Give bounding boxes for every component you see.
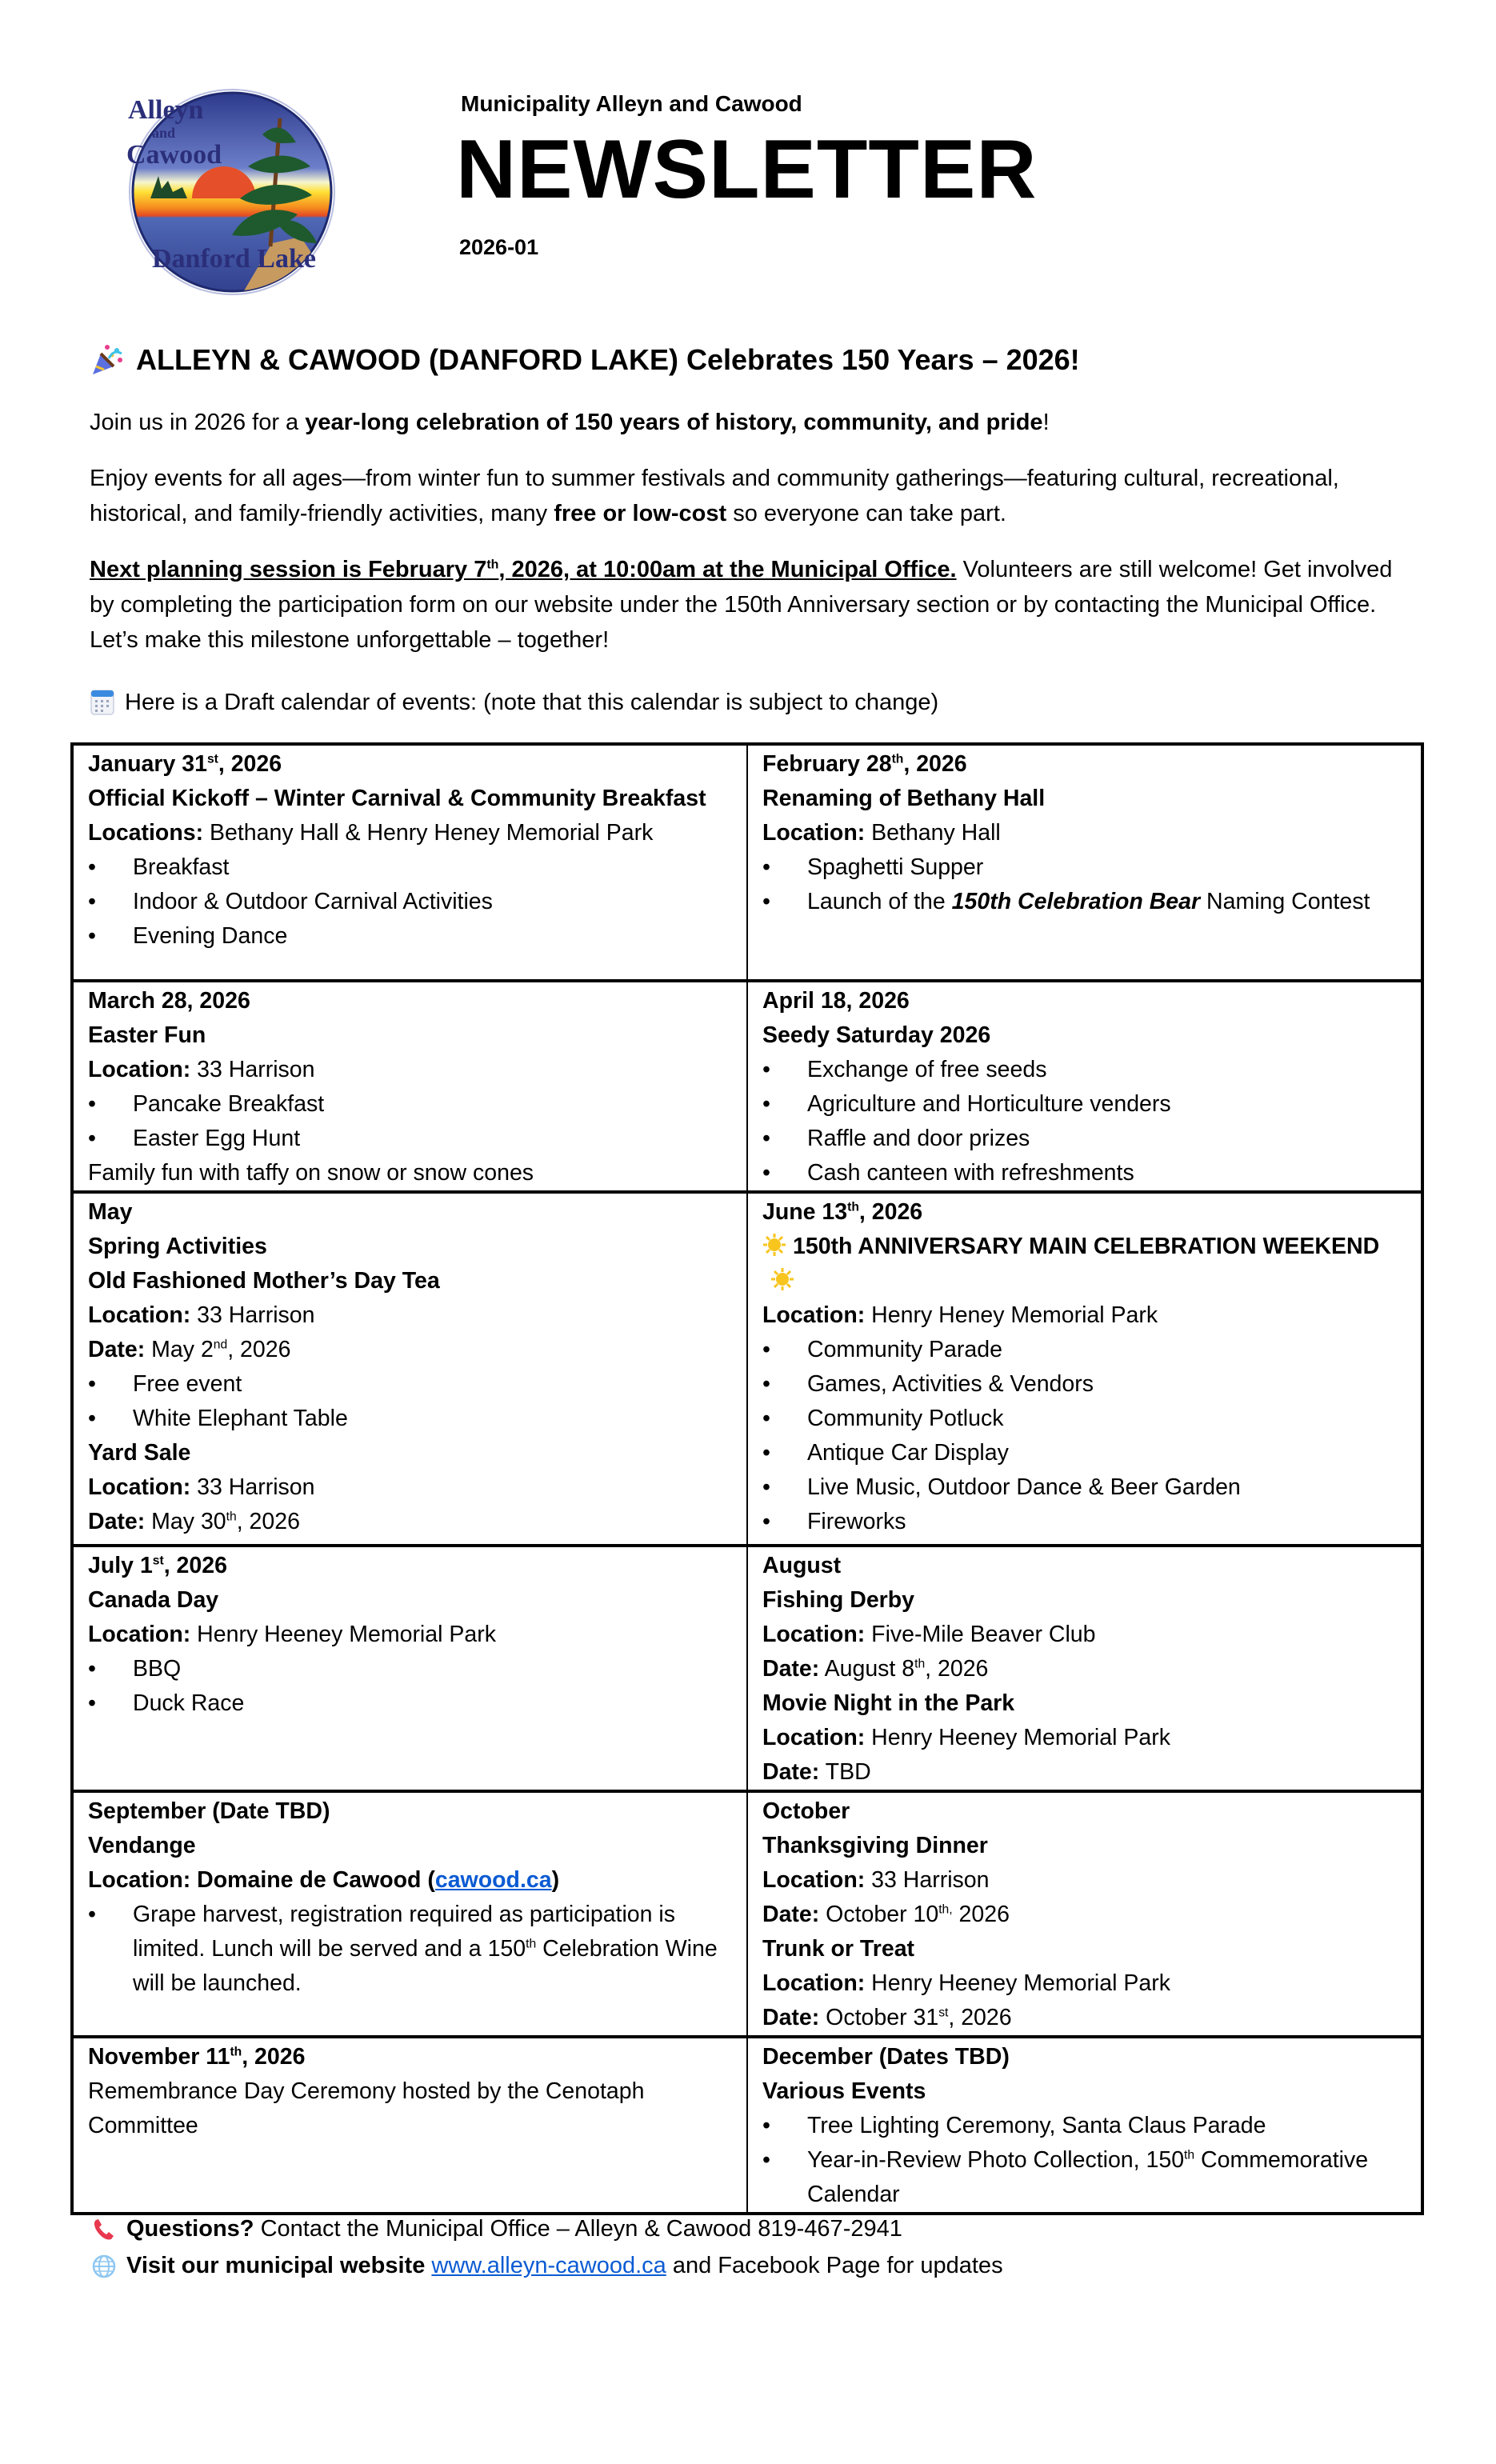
- event-date: August: [762, 1553, 842, 1578]
- ordinal-suffix: nd: [213, 1338, 228, 1352]
- municipal-logo: [120, 86, 341, 298]
- masthead-subtitle: Municipality Alleyn and Cawood: [461, 91, 802, 116]
- location-label: Location:: [88, 1057, 191, 1082]
- bullet-text: Indoor & Outdoor Carnival Activities: [133, 889, 493, 914]
- intro-text: Join us in 2026 for a: [90, 410, 306, 435]
- location-value: 33 Harrison: [190, 1057, 315, 1082]
- location-label: Location:: [88, 1474, 191, 1500]
- date-year: , 2026: [236, 1509, 300, 1534]
- intro-text: so everyone can take part.: [726, 501, 1006, 526]
- website-link[interactable]: www.alleyn-cawood.ca: [431, 2253, 666, 2278]
- location-label: Location:: [88, 1302, 191, 1328]
- list-item: [762, 885, 1410, 919]
- event-cell-june: [747, 1192, 1422, 1546]
- bullet-text: Cash canteen with refreshments: [807, 1160, 1134, 1186]
- bullet: •: [88, 1126, 96, 1151]
- ordinal-suffix: st: [206, 752, 218, 766]
- event-title: Trunk or Treat: [762, 1936, 915, 1962]
- bullet-text: Agriculture and Horticulture venders: [807, 1091, 1171, 1117]
- list-item: [762, 1367, 1410, 1402]
- event-location: [88, 1470, 735, 1505]
- ordinal-suffix: th: [486, 558, 499, 572]
- location-label: Location:: [762, 1302, 866, 1328]
- event-title: Easter Fun: [88, 1022, 206, 1048]
- date-value: May 2: [145, 1337, 214, 1362]
- bullet-text: Pancake Breakfast: [133, 1091, 325, 1117]
- bullet: •: [762, 889, 770, 914]
- date-value: October 10: [819, 1902, 939, 1927]
- event-date: [762, 1195, 1410, 1230]
- bullet: •: [88, 923, 96, 949]
- calendar-icon: [90, 689, 115, 716]
- event-date: April 18, 2026: [762, 988, 910, 1014]
- table-row: [72, 1546, 1422, 1791]
- bullet-text: Antique Car Display: [807, 1440, 1009, 1466]
- bullet-text-part: Grape harvest, registration required as participation is limited. Lunch will be served and a 150: [133, 1902, 676, 1962]
- event-title: Spring Activities: [88, 1234, 267, 1259]
- list-item: [762, 2109, 1410, 2143]
- ordinal-suffix: th: [1184, 2148, 1195, 2162]
- contact-line: [91, 2216, 902, 2242]
- location-text: Location: Domaine de Cawood (: [88, 1867, 435, 1893]
- location-label: Locations:: [88, 820, 204, 846]
- event-date: [88, 2040, 735, 2074]
- cawood-link[interactable]: cawood.ca: [434, 1867, 552, 1893]
- bullet: •: [762, 1160, 770, 1186]
- event-title: Movie Night in the Park: [762, 1690, 1015, 1716]
- bullet-text: Fireworks: [807, 1509, 906, 1534]
- event-cell-september: [72, 1791, 747, 2037]
- bullet: •: [88, 1406, 96, 1431]
- event-location: [88, 1618, 735, 1652]
- bullet: •: [762, 1126, 770, 1151]
- event-date: October: [762, 1798, 850, 1824]
- date-year: 2026: [952, 1902, 1010, 1927]
- bullet-text: Community Potluck: [807, 1406, 1004, 1431]
- date-label: Date:: [88, 1509, 146, 1534]
- bullet: •: [762, 1091, 770, 1117]
- bullet-text: Easter Egg Hunt: [133, 1126, 301, 1151]
- date-label: Date:: [762, 2005, 820, 2030]
- bullet-text-part: Commemorative Calendar: [807, 2147, 1369, 2207]
- event-location: [762, 816, 1410, 850]
- location-value: Henry Heeney Memorial Park: [865, 1970, 1170, 1996]
- ordinal-suffix: th: [526, 1937, 537, 1951]
- newsletter-title: NEWSLETTER: [456, 123, 1038, 216]
- volunteer-text: Volunteers are still welcome! Get involved by completing the participation form on our website under the 150th Anniversary section or by contacting the Municipal Office. Let’s make this milestone unforgettable – together!: [90, 557, 1393, 653]
- event-title: Fishing Derby: [762, 1587, 915, 1613]
- event-location: [88, 816, 735, 850]
- bullet-text: Spaghetti Supper: [807, 854, 984, 880]
- location-value: Henry Heeney Memorial Park: [190, 1622, 496, 1647]
- bullet: •: [762, 1057, 770, 1082]
- planning-session-notice: [90, 557, 957, 582]
- list-item: [88, 1087, 735, 1122]
- location-label: Location:: [762, 1622, 866, 1647]
- bullet: •: [88, 1690, 96, 1716]
- ordinal-suffix: th: [847, 1200, 859, 1214]
- date-label: Date:: [88, 1337, 146, 1362]
- globe-icon: [91, 2254, 117, 2279]
- list-item: [762, 1436, 1410, 1470]
- date-year: , 2026: [227, 1337, 291, 1362]
- intro-text: !: [1042, 410, 1050, 435]
- location-text: ): [551, 1867, 560, 1893]
- event-title: Canada Day: [88, 1587, 219, 1613]
- date-value: August 8: [819, 1656, 915, 1682]
- bullet-text: BBQ: [133, 1656, 182, 1682]
- date-year: , 2026: [903, 751, 967, 777]
- ordinal-suffix: th: [914, 1657, 926, 1671]
- date-year: , 2026: [163, 1553, 227, 1578]
- event-subtitle: Old Fashioned Mother’s Day Tea: [88, 1268, 440, 1294]
- calendar-intro-text: Here is a Draft calendar of events: (note that this calendar is subject to change): [125, 690, 939, 715]
- event-title: Official Kickoff – Winter Carnival & Community Breakfast: [88, 786, 706, 811]
- location-value: Bethany Hall: [865, 820, 1001, 846]
- list-item: [762, 1470, 1410, 1505]
- headline-text: ALLEYN & CAWOOD (DANFORD LAKE) Celebrates 150 Years – 2026!: [136, 343, 1080, 376]
- event-date: March 28, 2026: [88, 988, 250, 1014]
- date-year: , 2026: [242, 2044, 306, 2070]
- event-description: Remembrance Day Ceremony hosted by the Cenotaph Committee: [88, 2078, 645, 2138]
- bullet-text-part: Launch of the: [807, 889, 952, 914]
- ordinal-suffix: th,: [938, 1902, 953, 1917]
- bullet: •: [762, 2113, 770, 2138]
- event-title: Various Events: [762, 2078, 926, 2104]
- event-location: [762, 1618, 1410, 1652]
- list-item: [88, 1686, 735, 1721]
- website-text: and Facebook Page for updates: [666, 2253, 1003, 2278]
- date-text: January 31: [88, 751, 207, 777]
- table-row: [72, 981, 1422, 1192]
- website-line: [91, 2253, 1003, 2279]
- event-cell-july: [72, 1546, 747, 1791]
- location-label: Location:: [762, 820, 866, 846]
- ordinal-suffix: st: [152, 1554, 164, 1568]
- bullet-text: Evening Dance: [133, 923, 288, 949]
- location-value: Five-Mile Beaver Club: [865, 1622, 1096, 1647]
- date-text: June 13: [762, 1199, 848, 1225]
- logo-text-and: and: [152, 125, 176, 141]
- ordinal-suffix: st: [938, 2006, 949, 2020]
- event-date-line: [88, 1333, 735, 1367]
- bullet: •: [762, 2147, 770, 2173]
- intro-emphasis: free or low-cost: [554, 501, 727, 526]
- ordinal-suffix: th: [230, 2045, 242, 2059]
- event-date-line: [762, 2001, 1410, 2035]
- location-value: Henry Heeney Memorial Park: [865, 1725, 1170, 1750]
- event-title: Thanksgiving Dinner: [762, 1833, 988, 1858]
- event-title: Renaming of Bethany Hall: [762, 786, 1046, 811]
- bullet: •: [762, 1509, 770, 1534]
- event-cell-may: [72, 1192, 747, 1546]
- event-cell-october: [747, 1791, 1422, 2037]
- list-item: [88, 1402, 735, 1436]
- location-value: 33 Harrison: [865, 1867, 990, 1893]
- table-row: [72, 1791, 1422, 2037]
- event-date: [762, 747, 1410, 782]
- location-label: Location:: [762, 1867, 866, 1893]
- list-item: [762, 1505, 1410, 1539]
- list-item: [762, 1402, 1410, 1436]
- location-value: 33 Harrison: [190, 1474, 315, 1500]
- date-value: May 30: [145, 1509, 226, 1534]
- event-date: December (Dates TBD): [762, 2044, 1010, 2070]
- event-location: [762, 1966, 1410, 2001]
- intro-paragraph-2: [90, 461, 1418, 531]
- event-date: [88, 747, 735, 782]
- table-row: [72, 744, 1422, 981]
- date-label: Date:: [762, 1759, 820, 1785]
- bullet-text: [133, 1898, 735, 2001]
- logo-text-alleyn: Alleyn: [128, 95, 204, 125]
- event-cell-august: [747, 1546, 1422, 1791]
- event-location: [88, 1298, 735, 1333]
- location-value: Bethany Hall & Henry Heney Memorial Park: [203, 820, 654, 846]
- list-item: [88, 885, 735, 919]
- bullet: •: [762, 1406, 770, 1431]
- date-year: , 2026: [218, 751, 282, 777]
- date-year: , 2026: [948, 2005, 1012, 2030]
- intro-paragraph-1: [90, 405, 1418, 440]
- date-value: October 31: [819, 2005, 939, 2030]
- bullet: •: [762, 1474, 770, 1500]
- website-label: Visit our municipal website: [126, 2253, 426, 2278]
- bullet-text: Exchange of free seeds: [807, 1057, 1047, 1082]
- ordinal-suffix: th: [226, 1510, 237, 1524]
- list-item: [88, 1652, 735, 1686]
- list-item: [762, 1122, 1410, 1156]
- bear-contest-name: 150th Celebration Bear: [951, 889, 1201, 914]
- planning-text: Next planning session is February 7: [90, 557, 487, 582]
- event-subtitle: Yard Sale: [88, 1440, 191, 1466]
- list-item: [762, 1333, 1410, 1367]
- date-text: July 1: [88, 1553, 153, 1578]
- bullet: •: [762, 1371, 770, 1397]
- list-item: [762, 1053, 1410, 1087]
- intro-text: Enjoy events for all ages—from winter fun to summer festivals and community gatherings—featuring cultural, recreational, historical, and family-friendly activities, many: [90, 466, 1339, 526]
- headline: [90, 342, 1418, 378]
- sun-icon: [762, 1233, 786, 1257]
- bullet-text: Tree Lighting Ceremony, Santa Claus Parade: [807, 2113, 1266, 2138]
- bullet-text-part: Celebration Wine will be launched.: [133, 1936, 718, 1996]
- intro-paragraph-4: [90, 685, 1418, 720]
- ordinal-suffix: th: [891, 752, 904, 766]
- location-label: Location:: [762, 1725, 866, 1750]
- main-celebration-title: 150th ANNIVERSARY MAIN CELEBRATION WEEKEND: [793, 1234, 1380, 1259]
- date-text: February 28: [762, 751, 892, 777]
- event-title: [762, 1230, 1410, 1298]
- event-location: [88, 1863, 735, 1898]
- bullet-text: Free event: [133, 1371, 242, 1397]
- table-row: [72, 1192, 1422, 1546]
- logo-text-danford-lake: Danford Lake: [152, 244, 316, 274]
- date-year: , 2026: [858, 1199, 923, 1225]
- date-value: TBD: [819, 1759, 871, 1785]
- bullet-text: Breakfast: [133, 854, 230, 880]
- events-calendar-table: [70, 742, 1424, 2215]
- event-cell-november: [72, 2037, 747, 2214]
- party-popper-icon: [90, 342, 125, 378]
- bullet: •: [762, 1440, 770, 1466]
- event-date: [88, 1549, 735, 1583]
- event-cell-february: [747, 744, 1422, 981]
- location-value: Henry Heney Memorial Park: [865, 1302, 1158, 1328]
- phone-icon: [91, 2217, 117, 2242]
- bullet-text: Community Parade: [807, 1337, 1002, 1362]
- event-cell-december: [747, 2037, 1422, 2214]
- event-date-line: [762, 1652, 1410, 1686]
- list-item: [88, 1367, 735, 1402]
- date-text: November 11: [88, 2044, 230, 2070]
- bullet-text: [807, 885, 1370, 919]
- event-cell-january: [72, 744, 747, 981]
- bullet: •: [88, 1371, 96, 1397]
- event-location: [88, 1053, 735, 1087]
- bullet-text: Duck Race: [133, 1690, 245, 1716]
- bullet: •: [88, 854, 96, 880]
- list-item: [762, 850, 1410, 885]
- list-item: [88, 919, 735, 954]
- list-item: [762, 1087, 1410, 1122]
- event-date: May: [88, 1199, 133, 1225]
- planning-text: , 2026, at 10:00am at the Municipal Office.: [498, 557, 957, 582]
- issue-number: 2026-01: [459, 235, 539, 259]
- bullet: •: [88, 1902, 96, 1927]
- table-row: [72, 2037, 1422, 2214]
- event-location: [762, 1298, 1410, 1333]
- date-label: Date:: [762, 1902, 820, 1927]
- event-location: [762, 1721, 1410, 1755]
- event-date-line: [762, 1898, 1410, 1932]
- bullet: •: [88, 1091, 96, 1117]
- sun-icon: [770, 1267, 794, 1291]
- event-cell-march: [72, 981, 747, 1192]
- logo-text-cawood: Cawood: [126, 140, 222, 170]
- contact-text: Contact the Municipal Office – Alleyn & Cawood 819-467-2941: [254, 2216, 902, 2242]
- bullet: •: [88, 1656, 96, 1682]
- bullet-text: Games, Activities & Vendors: [807, 1371, 1094, 1397]
- bullet: •: [762, 854, 770, 880]
- bullet-text: [807, 2143, 1410, 2212]
- bullet-text: Live Music, Outdoor Dance & Beer Garden: [807, 1474, 1241, 1500]
- list-item: [762, 2143, 1410, 2212]
- event-title: Seedy Saturday 2026: [762, 1022, 991, 1048]
- bullet-text-part: Naming Contest: [1200, 889, 1370, 914]
- bullet: •: [88, 889, 96, 914]
- bullet-text: Raffle and door prizes: [807, 1126, 1030, 1151]
- bullet: •: [762, 1337, 770, 1362]
- event-cell-april: [747, 981, 1422, 1192]
- event-date-line: [88, 1505, 735, 1539]
- list-item: [88, 1122, 735, 1156]
- event-note: Family fun with taffy on snow or snow cones: [88, 1160, 534, 1186]
- date-year: , 2026: [925, 1656, 989, 1682]
- event-date-line: [762, 1755, 1410, 1790]
- list-item: [762, 1156, 1410, 1190]
- event-date: September (Date TBD): [88, 1798, 330, 1824]
- questions-label: Questions?: [126, 2216, 254, 2242]
- location-value: 33 Harrison: [190, 1302, 315, 1328]
- date-label: Date:: [762, 1656, 820, 1682]
- list-item: [88, 1898, 735, 2001]
- event-title: Vendange: [88, 1833, 196, 1858]
- intro-paragraph-3: [90, 552, 1418, 658]
- location-label: Location:: [88, 1622, 191, 1647]
- list-item: [88, 850, 735, 885]
- event-location: [762, 1863, 1410, 1898]
- bullet-text-part: Year-in-Review Photo Collection, 150: [807, 2147, 1185, 2173]
- intro-emphasis: year-long celebration of 150 years of history, community, and pride: [305, 410, 1043, 435]
- bullet-text: White Elephant Table: [133, 1406, 348, 1431]
- location-label: Location:: [762, 1970, 866, 1996]
